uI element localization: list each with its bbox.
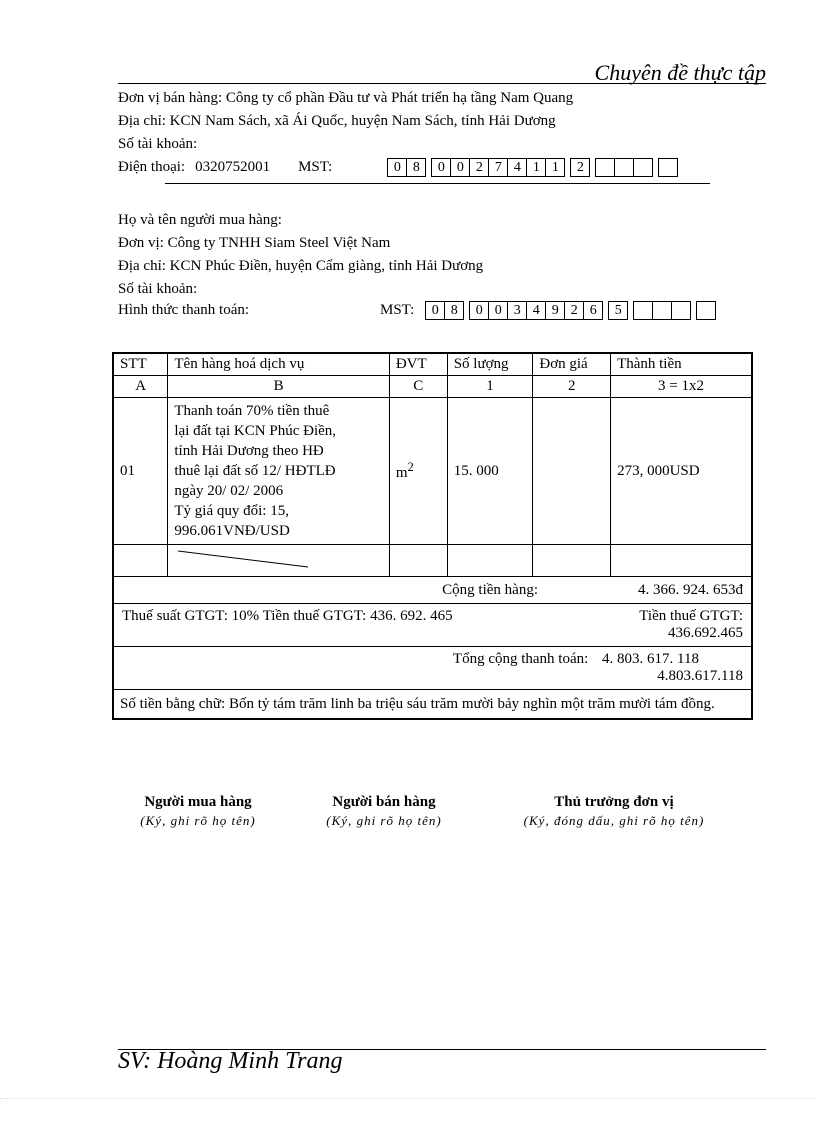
mst-box: 0 <box>425 301 445 320</box>
mst-box-empty <box>696 301 716 320</box>
table-row <box>113 398 752 545</box>
desc-line: ngày 20/ 02/ 2006 <box>174 483 284 499</box>
code-cell: C <box>389 376 447 398</box>
desc-line: thuê lại đất số 12/ HĐTLĐ <box>174 463 336 479</box>
buyer-name: Họ và tên người mua hàng: <box>118 212 282 228</box>
row-description <box>168 398 389 545</box>
row-price <box>533 398 611 545</box>
mst-box: 9 <box>545 301 565 320</box>
code-cell: A <box>113 376 168 398</box>
mst-box-empty <box>671 301 691 320</box>
subtotal-value: 4. 366. 924. 653đ <box>638 581 743 598</box>
header-divider <box>118 83 766 84</box>
buyer-account: Số tài khoản: <box>118 281 198 297</box>
seller-mst-boxes <box>388 158 678 177</box>
total-row <box>113 647 752 690</box>
code-cell: B <box>168 376 389 398</box>
row-unit <box>389 398 447 545</box>
page-bottom-border <box>0 1098 816 1099</box>
table-header-row <box>113 353 752 376</box>
signature-note: (Ký, đóng dấu, ghi rõ họ tên) <box>523 813 705 828</box>
vat-text: Thuế suất GTGT: 10% Tiền thuế GTGT: 436. 692. 465 <box>122 608 453 624</box>
vat-right-value: 436.692.465 <box>668 625 743 641</box>
mst-box-empty <box>595 158 615 177</box>
signature-title: Thủ trưởng đơn vị <box>554 794 674 810</box>
strike-line <box>174 547 314 569</box>
mst-box: 0 <box>431 158 451 177</box>
mst-box-empty <box>633 158 653 177</box>
header-title: Chuyên đề thực tập <box>594 60 766 85</box>
signature-note: (Ký, ghi rõ họ tên) <box>140 813 256 828</box>
signature-buyer <box>118 794 278 829</box>
seller-mst-label: MST: <box>298 159 333 175</box>
mst-box-empty <box>658 158 678 177</box>
subtotal-row <box>113 577 752 604</box>
buyer-payment-row <box>118 300 716 320</box>
row-stt: 01 <box>113 398 168 545</box>
desc-line: Tỷ giá quy đổi: 15, <box>174 503 289 519</box>
seller-phone-label: Điện thoại: <box>118 159 186 175</box>
signature-title: Người bán hàng <box>332 794 436 810</box>
mst-box: 0 <box>387 158 407 177</box>
row-amount: 273, 000USD <box>611 398 752 545</box>
total-label: Tổng cộng thanh toán: <box>452 651 589 667</box>
amount-in-words: Số tiền bằng chữ: Bốn tỷ tám trăm linh ba triệu sáu trăm mười bảy nghìn một trăm mười tám đồng. <box>113 690 752 720</box>
buyer-mst-boxes <box>426 301 716 320</box>
desc-line: Thanh toán 70% tiền thuê <box>174 403 330 419</box>
unit-text: m <box>395 465 408 481</box>
footer-student: SV: Hoàng Minh Trang <box>118 1048 343 1074</box>
header-cell: Thành tiền <box>611 353 752 376</box>
mst-box-empty <box>614 158 634 177</box>
header-cell: STT <box>113 353 168 376</box>
desc-line: 996.061VNĐ/USD <box>174 523 290 539</box>
desc-line: tỉnh Hải Dương theo HĐ <box>174 443 324 459</box>
mst-box: 1 <box>526 158 546 177</box>
buyer-unit: Đơn vị: Công ty TNHH Siam Steel Việt Nam <box>118 235 391 251</box>
total-right: 4.803.617.118 <box>657 668 743 684</box>
mst-box: 8 <box>406 158 426 177</box>
mst-box: 8 <box>444 301 464 320</box>
mst-box-empty <box>633 301 653 320</box>
seller-phone-row <box>118 157 678 177</box>
mst-box: 5 <box>608 301 628 320</box>
row-qty: 15. 000 <box>447 398 533 545</box>
table-empty-row <box>113 545 752 577</box>
seller-phone: 0320752001 <box>195 159 271 175</box>
seller-divider <box>165 183 710 184</box>
signature-director <box>494 794 734 829</box>
header-cell: Đơn giá <box>533 353 611 376</box>
total-value: 4. 803. 617. 118 <box>602 651 699 667</box>
seller-account: Số tài khoản: <box>118 136 198 152</box>
words-row <box>113 690 752 720</box>
mst-box: 4 <box>507 158 527 177</box>
desc-line: lại đất tại KCN Phúc Điền, <box>174 423 337 439</box>
mst-box: 6 <box>583 301 603 320</box>
mst-box: 2 <box>570 158 590 177</box>
table-code-row <box>113 376 752 398</box>
mst-box: 0 <box>488 301 508 320</box>
strike-cell <box>168 545 389 577</box>
seller-unit: Đơn vị bán hàng: Công ty cổ phần Đầu tư và Phát triển hạ tầng Nam Quang <box>118 90 574 106</box>
code-cell: 3 = 1x2 <box>611 376 752 398</box>
mst-box: 4 <box>526 301 546 320</box>
buyer-address: Địa chỉ: KCN Phúc Điền, huyện Cẩm giàng, tỉnh Hải Dương <box>118 258 484 274</box>
buyer-mst-label: MST: <box>380 302 415 318</box>
mst-box: 2 <box>469 158 489 177</box>
signature-title: Người mua hàng <box>144 794 252 810</box>
header-cell: Tên hàng hoá dịch vụ <box>168 353 389 376</box>
unit-sup: 2 <box>407 460 414 474</box>
signature-note: (Ký, ghi rõ họ tên) <box>326 813 442 828</box>
mst-box: 2 <box>564 301 584 320</box>
mst-box-empty <box>652 301 672 320</box>
mst-box: 3 <box>507 301 527 320</box>
mst-box: 0 <box>450 158 470 177</box>
vat-right-label: Tiền thuế GTGT: <box>639 608 743 624</box>
header-cell: ĐVT <box>389 353 447 376</box>
mst-box: 1 <box>545 158 565 177</box>
vat-row <box>113 604 752 647</box>
invoice-table <box>112 352 753 720</box>
code-cell: 1 <box>447 376 533 398</box>
buyer-payment: Hình thức thanh toán: <box>118 302 250 318</box>
code-cell: 2 <box>533 376 611 398</box>
mst-box: 7 <box>488 158 508 177</box>
mst-box: 0 <box>469 301 489 320</box>
seller-address: Địa chỉ: KCN Nam Sách, xã Ái Quốc, huyện Nam Sách, tỉnh Hải Dương <box>118 113 556 129</box>
signature-seller <box>304 794 464 829</box>
subtotal-label: Cộng tiền hàng: <box>442 581 538 598</box>
header-cell: Số lượng <box>447 353 533 376</box>
